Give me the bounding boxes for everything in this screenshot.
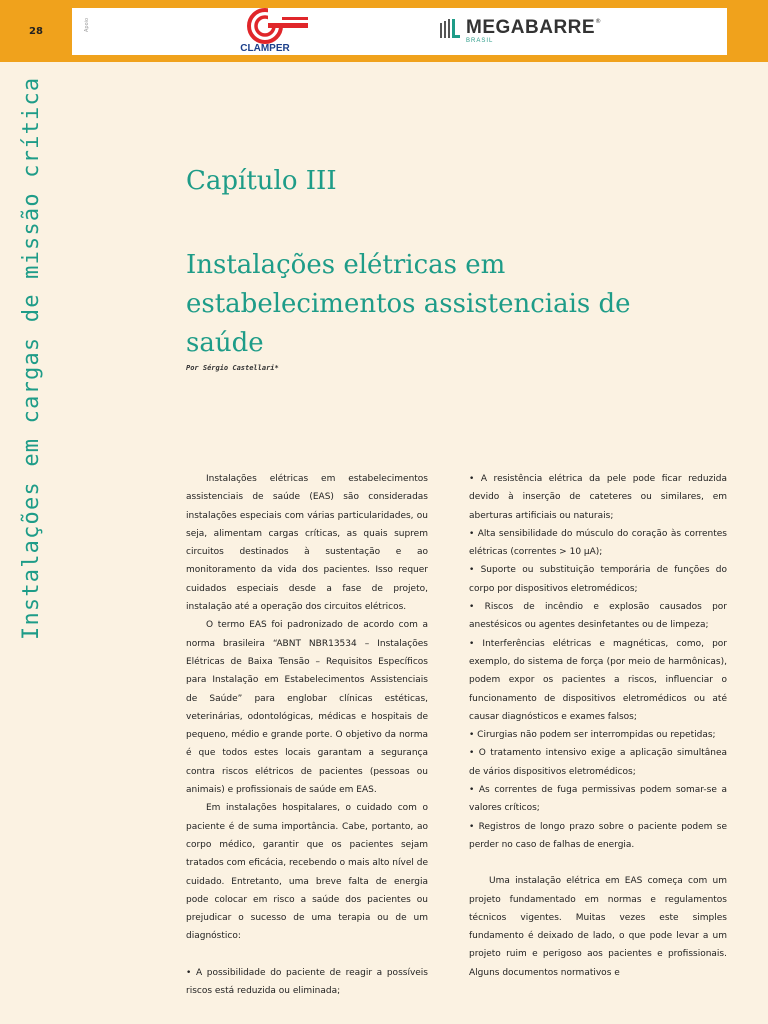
megabarre-wordmark: MEGABARRE: [466, 17, 596, 38]
bullet-item: • A resistência elétrica da pele pode ficar reduzida devido à inserção de cateteres ou similares, em aberturas artificiais ou naturais;: [469, 474, 727, 521]
chapter-label: Capítulo III: [186, 166, 337, 196]
bullet-item: • O tratamento intensivo exige a aplicação simultânea de vários dispositivos eletromédicos;: [469, 748, 727, 777]
bullet-item: • Cirurgias não podem ser interrompidas ou repetidas;: [469, 730, 716, 741]
clamper-logo-icon: [222, 8, 308, 44]
bullet-item: • Suporte ou substituição temporária de funções do corpo por dispositivos eletromédicos;: [469, 565, 727, 594]
clamper-logo[interactable]: [222, 8, 308, 55]
paragraph: Uma instalação elétrica em EAS começa com um projeto fundamentado em normas e regulamentos técnicos vigentes. Muitas vezes este simples fundamento é deixado de lado, o que pode levar a um projeto ruim e perigoso aos pacientes e profissionais. Alguns documentos normativos e: [469, 876, 727, 978]
paragraph: Em instalações hospitalares, o cuidado com o paciente é de suma importância. Cabe, portanto, ao corpo médico, garantir que os pacientes sejam tratados com eficácia, recebendo o mais alto nível de cuidado. Entretanto, uma breve falta de energia pode colocar em risco a saúde dos pacientes ou prejudicar o sucesso de uma terapia ou de um diagnóstico:: [186, 803, 428, 942]
apoio-label: Apoio: [84, 17, 90, 32]
page-number: 28: [29, 25, 43, 37]
clamper-wordmark: CLAMPER: [240, 43, 290, 54]
megabarre-bars-icon: [440, 18, 460, 40]
text-column-left: [186, 470, 428, 1000]
section-sidebar-title: Instalações em cargas de missão crítica: [19, 76, 44, 640]
bullet-item: • Registros de longo prazo sobre o paciente podem se perder no caso de falhas de energia.: [469, 821, 727, 850]
bullet-item: • Alta sensibilidade do músculo do coração às correntes elétricas (correntes > 10 μA);: [469, 528, 727, 558]
text-column-right: [469, 470, 727, 982]
megabarre-subtitle: BRASIL: [466, 38, 494, 44]
paragraph: Instalações elétricas em estabelecimentos assistenciais de saúde (EAS) são consideradas instalações especiais com várias particularidades, ou seja, alimentam cargas críticas, as quais suprem circuitos destinados à sustentação e ao monitoramento da vida dos pacientes. Isso requer cuidados especiais desde a fase de projeto, instalação até a operação dos circuitos elétricos.: [186, 474, 428, 613]
author-byline: Por Sérgio Castellari*: [186, 364, 279, 372]
registered-mark: ®: [595, 18, 602, 25]
article-title: Instalações elétricas em estabelecimentos assistenciais de saúde: [186, 250, 631, 358]
sponsor-banner: [72, 8, 727, 55]
bullet-item: • A possibilidade do paciente de reagir a possíveis riscos está reduzida ou eliminada;: [186, 967, 428, 997]
bullet-item: • As correntes de fuga permissivas podem somar-se a valores críticos;: [469, 785, 727, 814]
spacer: [186, 946, 428, 964]
megabarre-logo[interactable]: [440, 18, 601, 48]
spacer: [469, 854, 727, 872]
header-bar: [0, 0, 768, 62]
bullet-item: • Interferências elétricas e magnéticas, como, por exemplo, do sistema de força (por meio de harmônicas), podem expor os pacientes a riscos, influenciar o funcionamento de dispositivos eletromédicos ou até causar diagnósticos e exames falsos;: [469, 638, 727, 722]
paragraph: O termo EAS foi padronizado de acordo com a norma brasileira “ABNT NBR13534 – Instalações Elétricas de Baixa Tensão – Requisitos Específicos para Instalação em Estabelecimentos Assistenciais de Saúde” para englobar clínicas estéticas, veterinárias, odontológicas, médicas e hospitais de pequeno, médio e grande porte. O objetivo da norma é que todos estes locais garantam a segurança contra riscos elétricos de pacientes (pessoas ou animais) e profissionais de saúde em EAS.: [186, 620, 428, 796]
bullet-item: • Riscos de incêndio e explosão causados por anestésicos ou agentes desinfetantes ou de limpeza;: [469, 602, 727, 631]
